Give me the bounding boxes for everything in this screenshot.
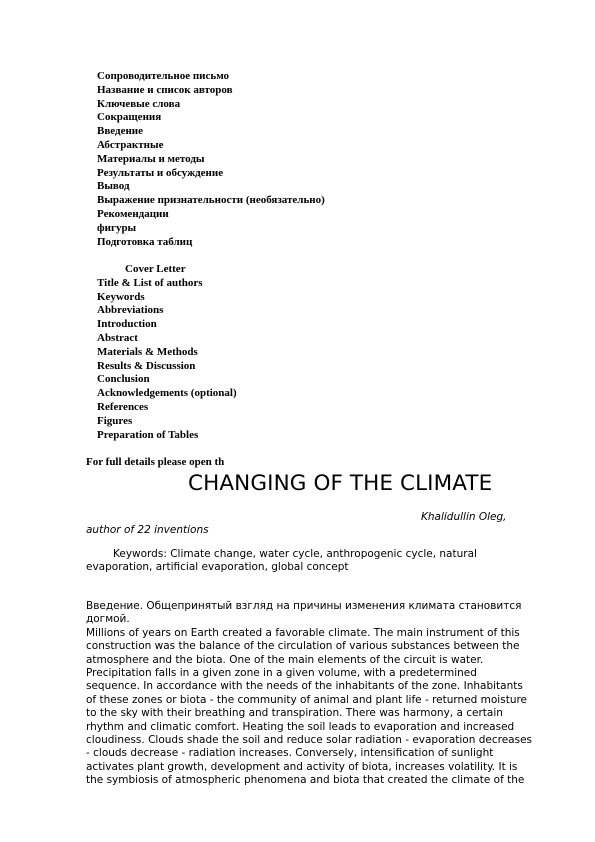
contents-item-en: Abstract [97,331,138,344]
body-line: the symbiosis of atmospheric phenomena and biota that created the climate of the [86,774,525,787]
body-line: Введение. Общепринятый взгляд на причины изменения климата становится [86,600,522,612]
contents-item-en: Acknowledgements (optional) [97,387,237,400]
contents-item-ru: Название и список авторов [97,83,233,96]
contents-item-en: Abbreviations [97,304,164,317]
contents-item-en: Materials & Methods [97,345,198,358]
contents-item-ru: Подготовка таблиц [97,235,193,248]
contents-list-en [97,263,237,442]
body-line: atmosphere and the biota. One of the main elements of the circuit is water. [86,653,484,666]
contents-item-en: References [97,400,149,413]
contents-item-ru: фигуры [97,221,137,234]
body-line: Millions of years on Earth created a favorable climate. The main instrument of this [86,626,520,639]
contents-item-ru: Ключевые слова [97,97,181,110]
keywords-line: evaporation, artificial evaporation, global concept [86,561,349,574]
full-details-note: For full details please open th [86,456,225,468]
contents-item-ru: Рекомендации [97,207,169,220]
body-line: rhythm and climatic comfort. Heating the soil leads to evaporation and increased [86,720,515,733]
document-title: CHANGING OF THE CLIMATE [188,471,493,496]
contents-item-ru: Результаты и обсуждение [97,166,224,179]
contents-item-ru: Сопроводительное письмо [97,70,230,82]
body-line: activates plant growth, development and activity of biota, increases volatility. It is [86,760,518,773]
contents-item-en: Preparation of Tables [97,428,199,441]
keywords-line: Keywords: Climate change, water cycle, anthropogenic cycle, natural [113,548,477,560]
contents-item-ru: Вывод [97,180,130,193]
contents-item-en: Conclusion [97,373,150,386]
keywords-paragraph [86,548,506,575]
body-line: construction was the balance of the circulation of various substances between the [86,640,520,653]
contents-item-ru: Выражение признательности (необязательно) [97,194,325,207]
body-line: sequence. In accordance with the needs of the inhabitants of the zone. Inhabitants [86,680,523,693]
body-line: of these zones or biota - the community of animal and plant life - returned moisture [86,693,528,706]
contents-item-en: Figures [97,414,133,427]
contents-item-en: Introduction [97,318,157,331]
contents-list-ru [97,70,325,249]
contents-item-ru: Введение [97,125,144,138]
contents-item-en: Results & Discussion [97,359,196,372]
body-paragraph [86,600,551,788]
body-line: догмой. [86,613,130,626]
author-name: Khalidullin Oleg, [421,511,507,523]
contents-item-ru: Сокращения [97,111,162,124]
contents-item-ru: Абстрактные [97,138,164,151]
contents-item-en: Cover Letter [125,263,186,275]
contents-item-en: Title & List of authors [97,276,203,289]
contents-item-ru: Материалы и методы [97,152,205,165]
body-line: Precipitation falls in a given zone in a given volume, with a predetermined [86,667,477,680]
contents-item-en: Keywords [97,290,145,303]
body-line: to the sky with their breathing and transpiration. There was harmony, a certain [86,707,503,720]
author-note: author of 22 inventions [86,524,209,536]
body-line: - clouds decrease - radiation increases. Conversely, intensification of sunlight [86,747,494,760]
body-line: cloudiness. Clouds shade the soil and reduce solar radiation - evaporation decreases [86,734,532,747]
